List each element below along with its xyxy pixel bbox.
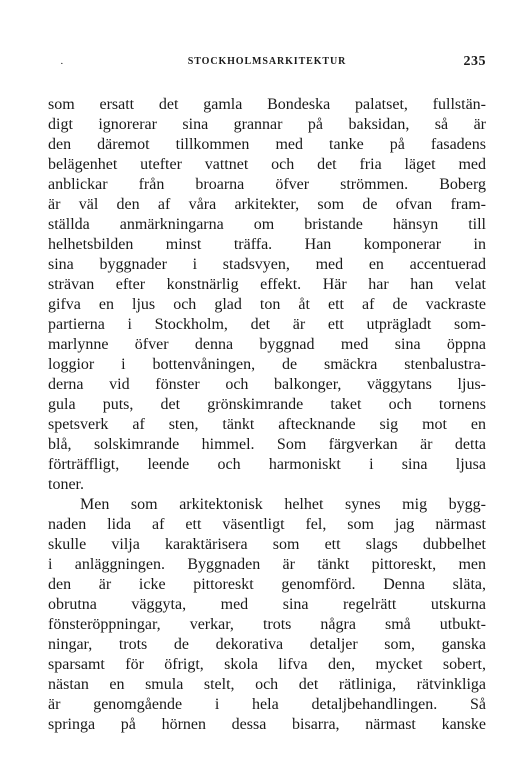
text-line: gifva en ljus och glad ton åt ett af de vackraste: [48, 296, 486, 313]
text-line: ställda anmärkningarna om bristande hänsyn till: [48, 216, 486, 233]
text-line: sina byggnader i stadsvyen, med en accentuerad: [48, 256, 486, 273]
text-line: springa på hörnen dessa bisarra, närmast kanske: [48, 716, 486, 733]
text-line: digt ignorerar sina grannar på baksidan, så är: [48, 116, 486, 133]
page-number: 235: [463, 54, 486, 69]
text-line: marlynne öfver denna byggnad med sina öppna: [48, 336, 486, 353]
text-line: helhetsbilden minst träffa. Han komponerar in: [48, 236, 486, 253]
text-line: toner.: [48, 476, 84, 493]
text-line: ningar, trots de dekorativa detaljer som, ganska: [48, 636, 486, 653]
text-line: gula puts, det grönskimrande taket och tornens: [48, 396, 486, 413]
text-line: derna vid fönster och balkonger, väggytans ljus-: [48, 376, 486, 393]
running-title: STOCKHOLMSARKITEKTUR: [187, 56, 347, 67]
text-line: som ersatt det gamla Bondeska palatset, fullstän-: [48, 96, 486, 113]
text-line: anblickar från broarna öfver strömmen. Boberg: [48, 176, 486, 193]
paragraph-2: [48, 495, 486, 735]
text-line: partierna i Stockholm, det är ett utprägladt som-: [48, 316, 486, 333]
header-dot: ·: [60, 58, 64, 70]
text-line: belägenhet utefter vattnet och det fria läget med: [48, 156, 486, 173]
paragraph-1: [48, 95, 486, 495]
text-line: är genomgående i hela detaljbehandlingen. Så: [48, 696, 486, 713]
text-line: förträffligt, leende och harmoniskt i sina ljusa: [48, 456, 486, 473]
body-text: [48, 95, 486, 735]
text-line: skulle vilja karaktärisera som ett slags dubbelhet: [48, 536, 486, 553]
text-line: naden lida af ett väsentligt fel, som jag närmast: [48, 516, 486, 533]
text-line: fönsteröppningar, verkar, trots några små utbukt-: [48, 616, 486, 633]
text-line: den däremot tillkommen med tanke på fasadens: [48, 136, 486, 153]
text-line: i anläggningen. Byggnaden är tänkt pittoreskt, men: [48, 556, 486, 573]
text-line: sparsamt för öfrigt, skola lifva den, mycket sobert,: [48, 656, 486, 673]
text-line: blå, solskimrande himmel. Som färgverkan är detta: [48, 436, 486, 453]
text-line: loggior i bottenvåningen, de smäckra stenbalustra-: [48, 356, 486, 373]
text-line: den är icke pittoreskt genomförd. Denna släta,: [48, 576, 486, 593]
text-line: strävan efter konstnärlig effekt. Här har han velat: [48, 276, 486, 293]
text-line: nästan en smula stelt, och det rätliniga, rätvinkliga: [48, 676, 486, 693]
text-line: Men som arkitektonisk helhet synes mig bygg-: [80, 496, 486, 513]
running-head: [48, 53, 486, 73]
text-line: spetsverk af sten, tänkt aftecknande sig mot en: [48, 416, 486, 433]
text-line: är väl den af våra arkitekter, som de ofvan fram-: [48, 196, 486, 213]
text-line: obrutna väggyta, med sina regelrätt utskurna: [48, 596, 486, 613]
